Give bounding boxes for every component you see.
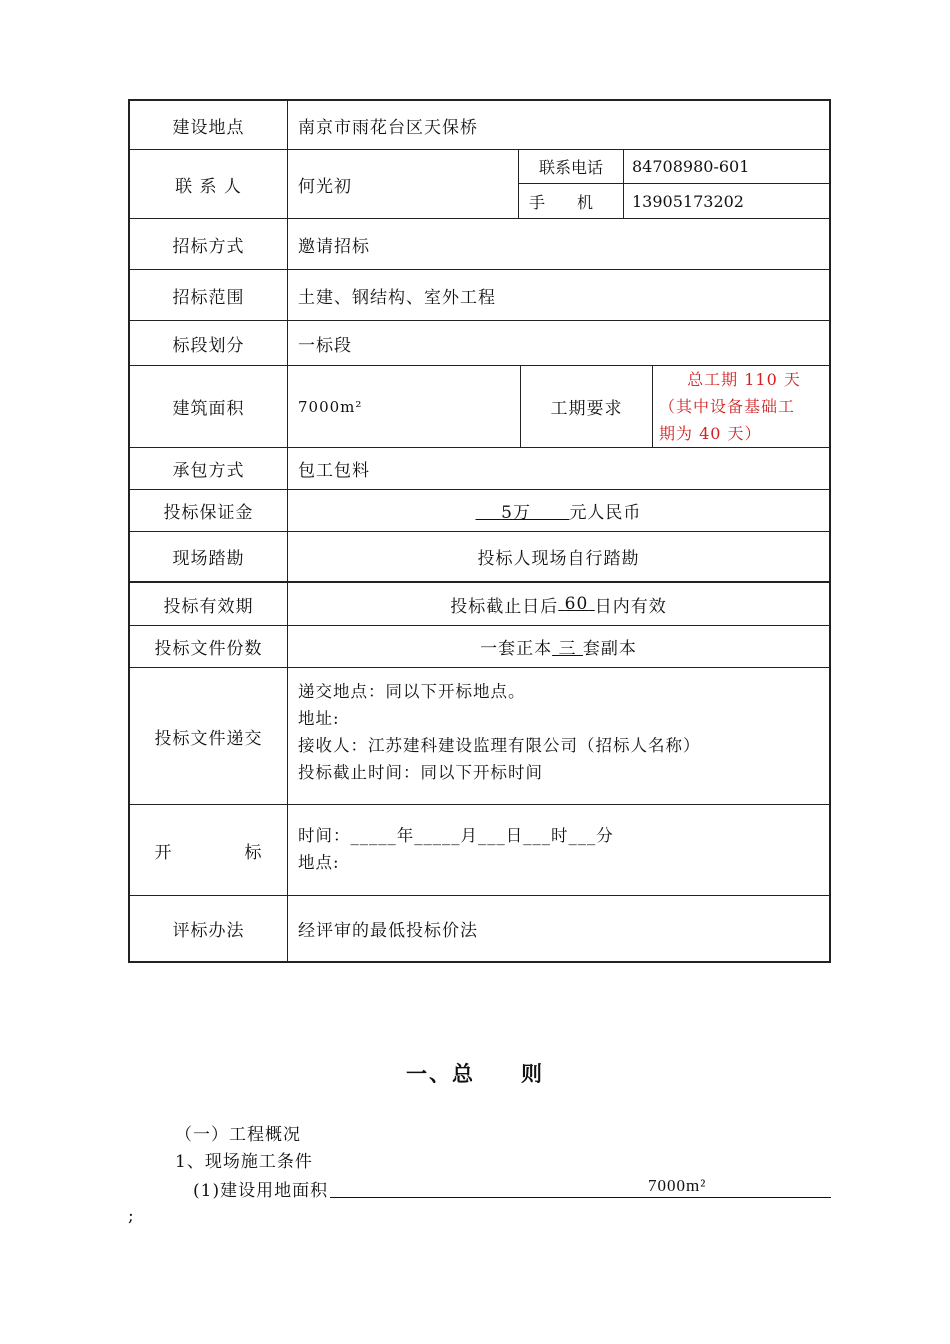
opening-label: 开 标 <box>130 805 288 895</box>
location-label: 建设地点 <box>130 101 288 149</box>
mobile-value: 13905173202 <box>623 184 829 218</box>
site-visit-label: 现场踏勘 <box>130 532 288 581</box>
section-value: 一标段 <box>298 335 352 356</box>
trailing-semicolon: ; <box>128 1206 135 1226</box>
scope-value: 土建、钢结构、室外工程 <box>298 287 496 308</box>
contract-value: 包工包料 <box>298 461 370 481</box>
area-label: 建筑面积 <box>130 366 288 447</box>
row-copies <box>130 626 829 668</box>
land-area-label: (1)建设用地面积 <box>193 1181 329 1201</box>
evaluation-value: 经评审的最低投标价法 <box>298 921 478 941</box>
row-contact <box>130 150 829 219</box>
copies-count: 三 <box>558 639 577 659</box>
copies-label: 投标文件份数 <box>130 626 288 667</box>
opening-details: 时间：_____年_____月___日___时___分 地点: <box>298 826 614 872</box>
validity-value: 投标截止日后 60 日内有效 <box>450 594 667 617</box>
overview-heading: （一）工程概况 <box>175 1125 301 1145</box>
phone-label: 联系电话 <box>518 150 623 184</box>
contact-label: 联 系 人 <box>130 150 288 218</box>
row-evaluation <box>130 896 829 961</box>
deposit-value <box>288 490 829 531</box>
copies-value: 一套正本 三 套副本 <box>288 626 829 667</box>
period-label: 工期要求 <box>520 366 652 447</box>
period-value <box>652 366 829 447</box>
phone-value: 84708980-601 <box>623 150 829 184</box>
period-line-1: 总工期 110 天 <box>687 370 801 389</box>
deposit-suffix: 元人民币 <box>569 503 642 523</box>
period-line-2: （其中设备基础工 <box>659 397 796 416</box>
location-value: 南京市雨花台区天保桥 <box>298 117 478 138</box>
mobile-label: 手 机 <box>518 184 623 218</box>
validity-days: 60 <box>564 594 589 614</box>
area-value: 7000m² <box>298 397 363 416</box>
row-scope <box>130 270 829 321</box>
land-area-line <box>193 1176 831 1200</box>
period-line-3: 期为 40 天） <box>659 424 762 443</box>
section-title: 一、总 则 <box>406 1061 544 1086</box>
row-delivery <box>130 668 829 805</box>
land-area-value: 7000m² <box>648 1176 707 1195</box>
delivery-details: 递交地点：同以下开标地点。 地址: 接收人：江苏建科建设监理有限公司（招标人名称） 投标截止时间：同以下开标时间 <box>298 682 701 782</box>
row-opening <box>130 805 829 896</box>
row-validity <box>130 583 829 626</box>
delivery-label: 投标文件递交 <box>130 668 288 804</box>
land-area-underline <box>330 1197 831 1198</box>
row-contract <box>130 448 829 490</box>
method-label: 招标方式 <box>130 219 288 269</box>
evaluation-label: 评标办法 <box>130 896 288 961</box>
row-area <box>130 366 829 448</box>
deposit-amount: 5万 <box>501 503 531 523</box>
contract-label: 承包方式 <box>130 448 288 489</box>
row-site-visit <box>130 532 829 583</box>
section-label: 标段划分 <box>130 321 288 365</box>
scope-label: 招标范围 <box>130 270 288 320</box>
row-method <box>130 219 829 270</box>
row-section <box>130 321 829 366</box>
deposit-label: 投标保证金 <box>130 490 288 531</box>
row-location <box>130 101 829 150</box>
site-conditions-item: 1、现场施工条件 <box>175 1152 313 1172</box>
contact-value: 何光初 <box>298 176 352 197</box>
method-value: 邀请招标 <box>298 236 370 257</box>
row-deposit <box>130 490 829 532</box>
validity-label: 投标有效期 <box>130 583 288 625</box>
site-visit-value: 投标人现场自行踏勘 <box>477 549 640 569</box>
tender-info-table <box>128 99 831 963</box>
